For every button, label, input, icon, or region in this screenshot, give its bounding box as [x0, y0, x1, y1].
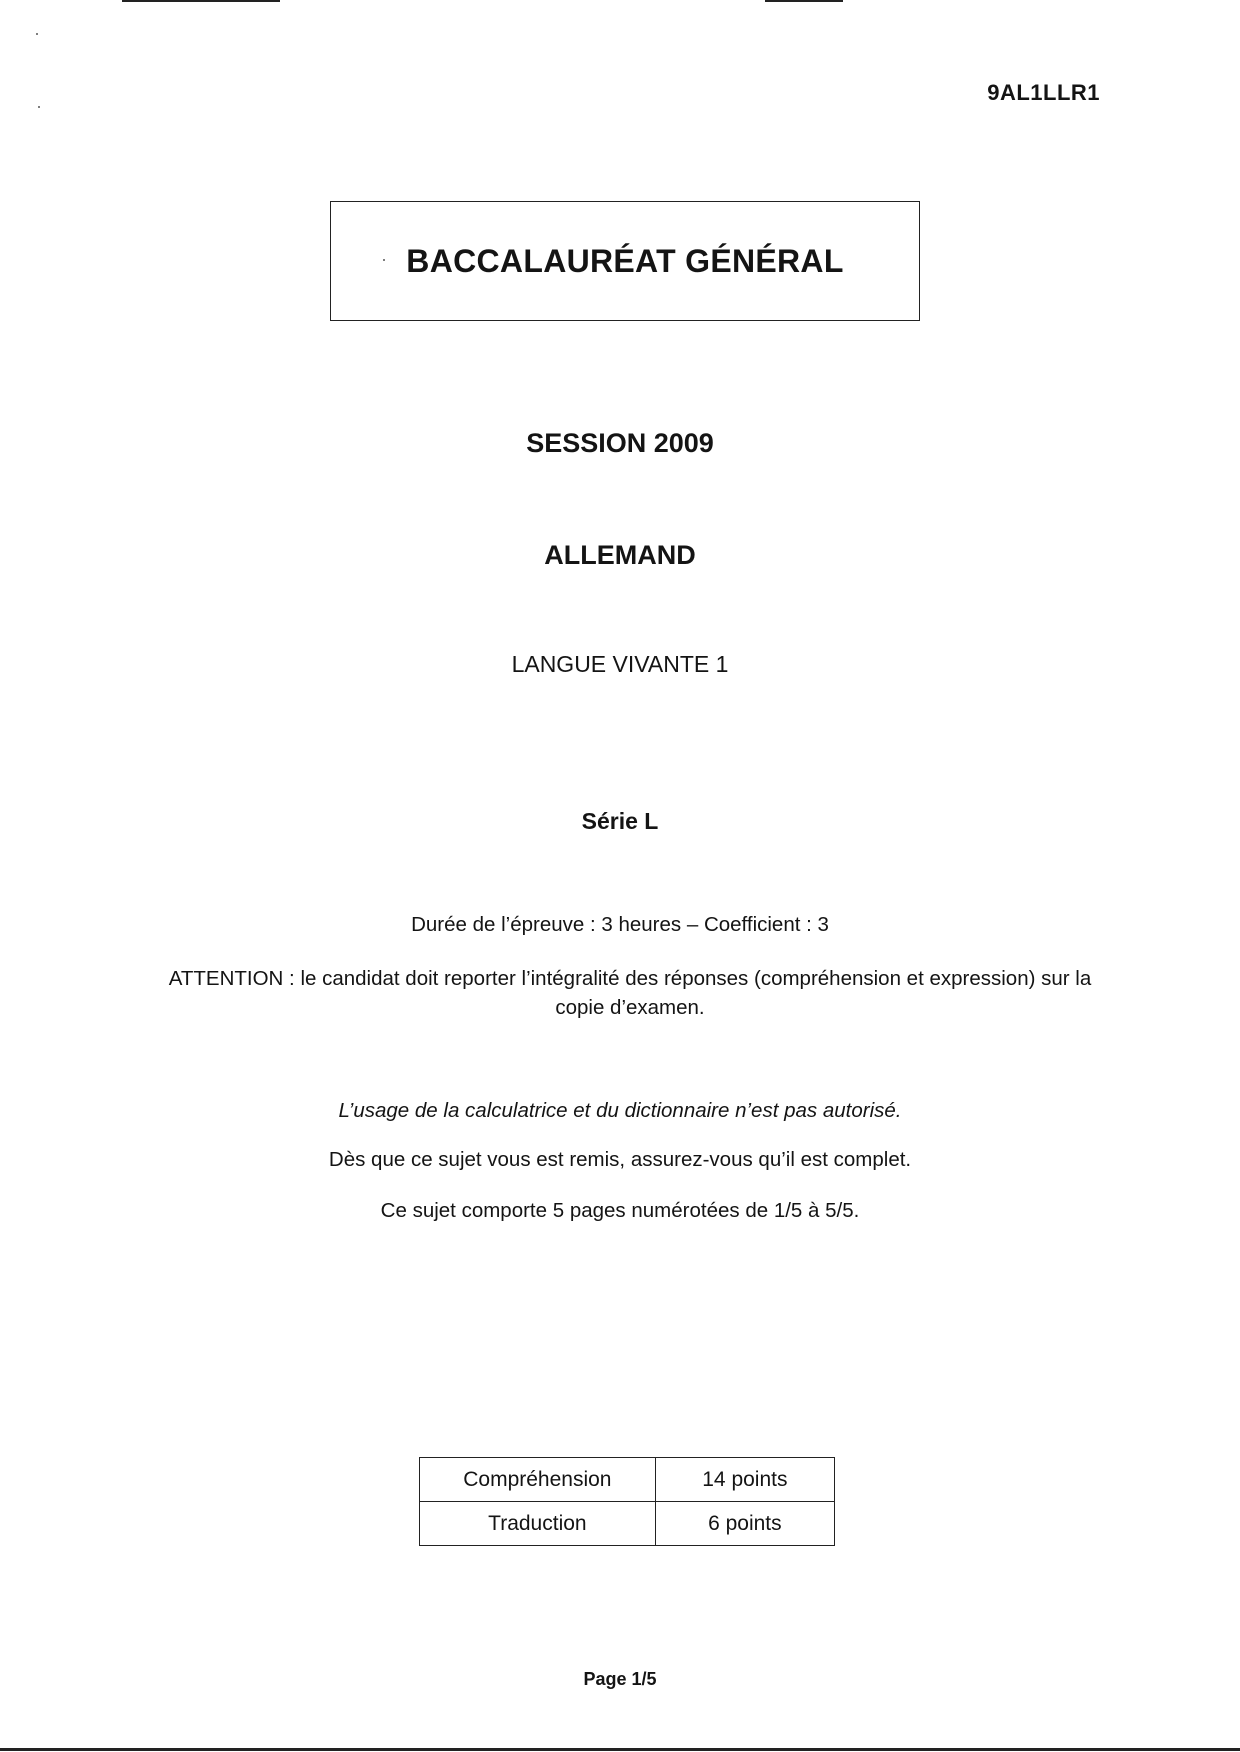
- attention-notice: ATTENTION : le candidat doit reporter l’intégralité des réponses (compréhension et expression) sur la copie d’examen.: [168, 967, 1092, 1019]
- points-value-cell: 14 points: [655, 1458, 834, 1502]
- series-label: Série L: [581, 808, 659, 834]
- exam-title: BACCALAURÉAT GÉNÉRAL: [406, 242, 844, 279]
- calculator-dictionary-notice: L’usage de la calculatrice et du dictionnaire n’est pas autorisé.: [338, 1099, 902, 1122]
- completeness-notice: Dès que ce sujet vous est remis, assurez-vous qu’il est complet.: [328, 1148, 912, 1171]
- points-value-cell: 6 points: [655, 1502, 834, 1546]
- page-count-notice: Ce sujet comporte 5 pages numérotées de 1/5 à 5/5.: [380, 1199, 860, 1222]
- title-box: [330, 201, 920, 321]
- subject-label: ALLEMAND: [544, 540, 696, 570]
- points-table: [419, 1457, 835, 1546]
- duration-coefficient: Durée de l’épreuve : 3 heures – Coefficient : 3: [411, 913, 829, 936]
- page-number: Page 1/5: [583, 1669, 657, 1689]
- session-label: SESSION 2009: [526, 428, 714, 458]
- table-row: [420, 1502, 835, 1546]
- scan-edge-line-top-left: [122, 0, 280, 2]
- table-row: [420, 1458, 835, 1502]
- document-code: 9AL1LLR1: [987, 80, 1100, 105]
- section-name-cell: Traduction: [420, 1502, 656, 1546]
- language-level-label: LANGUE VIVANTE 1: [511, 651, 729, 677]
- scan-speck: [38, 106, 40, 108]
- scan-edge-line-bottom: [0, 1748, 1240, 1751]
- scan-speck: [36, 33, 38, 35]
- scan-edge-line-top-right: [765, 0, 843, 2]
- section-name-cell: Compréhension: [420, 1458, 656, 1502]
